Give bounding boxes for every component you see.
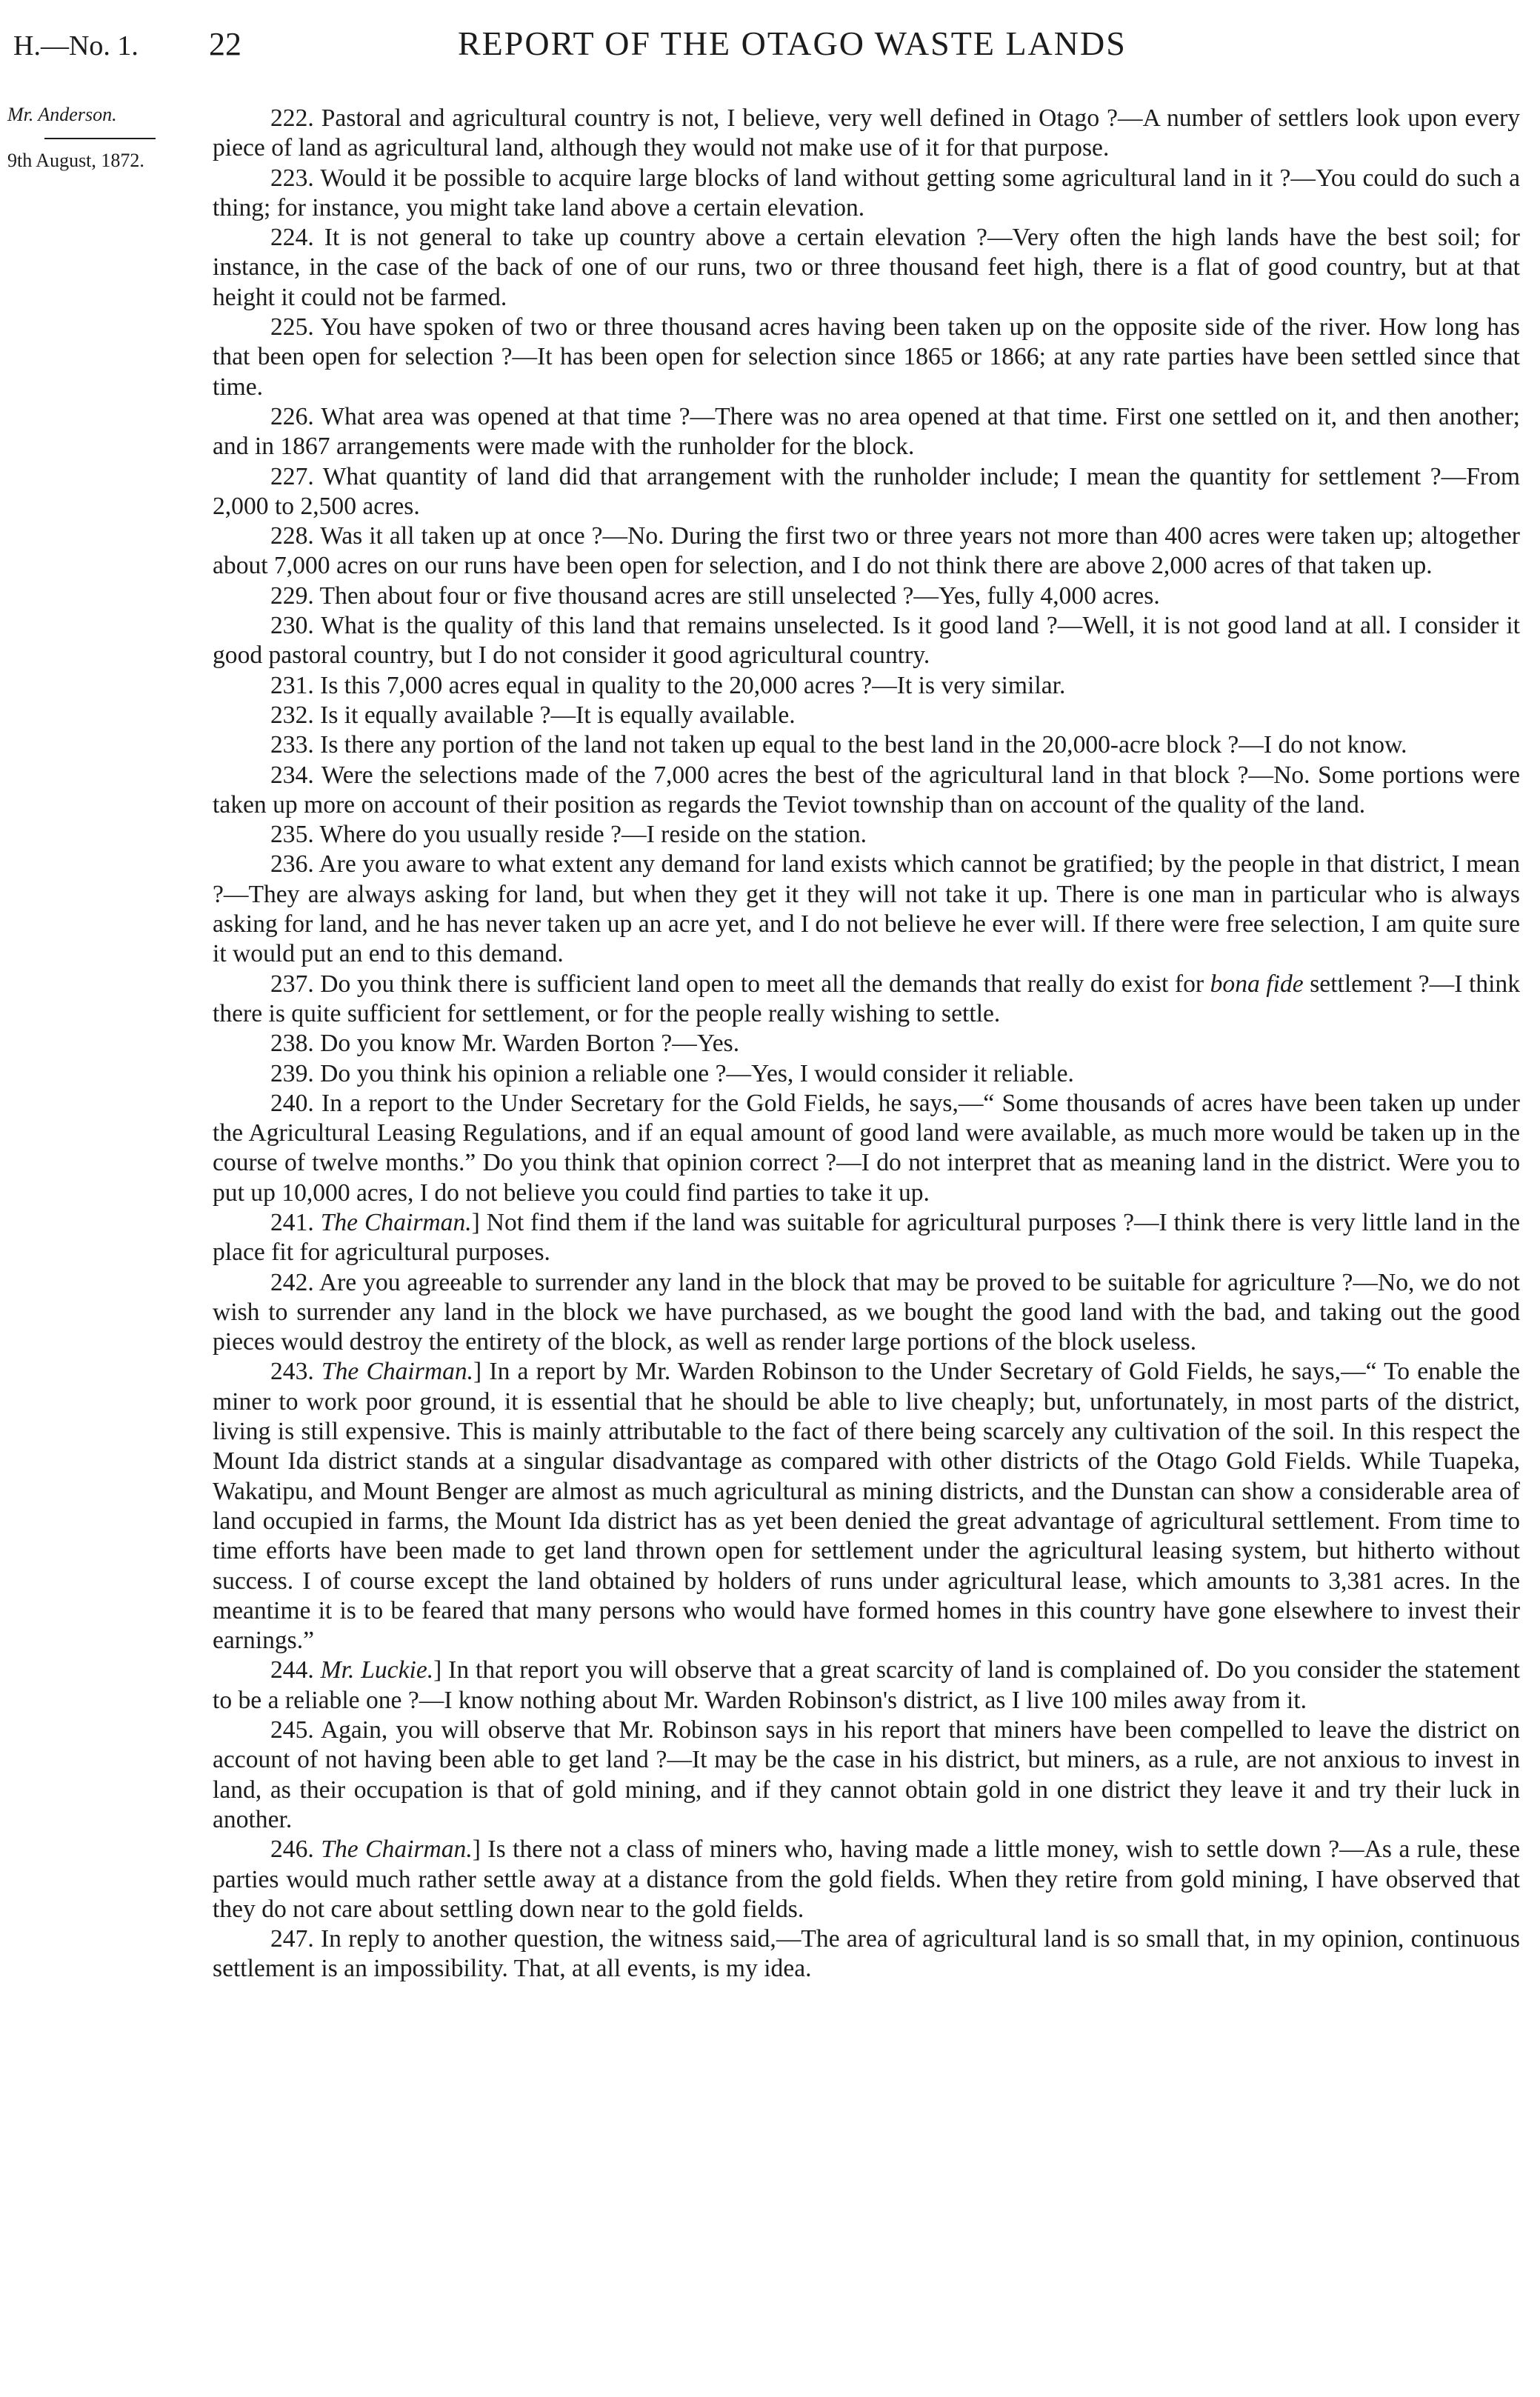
page-header bbox=[0, 21, 1540, 73]
paragraph-236: 236. Are you aware to what extent any demand for land exists which cannot be gratified; by the people in that district, I mean ?—They are always asking for land, but when they get it they will not take it up. There is one man in particular who is always asking for land, and he has never taken up an acre yet, and I do not believe he ever will. If there were free selection, I am quite sure it would put an end to this demand. bbox=[213, 850, 1520, 968]
page-title: REPORT OF THE OTAGO WASTE LANDS bbox=[458, 24, 1127, 62]
divider bbox=[44, 138, 156, 139]
paragraph-238: 238. Do you know Mr. Warden Borton ?—Yes. bbox=[270, 1030, 740, 1058]
page-number: 22 bbox=[209, 26, 241, 62]
paragraph-232: 232. Is it equally available ?—It is equally available. bbox=[270, 701, 796, 729]
paragraph-231: 231. Is this 7,000 acres equal in quality to the 20,000 acres ?—It is very similar. bbox=[270, 671, 1066, 699]
paragraph-text: ] Not find them if the land was suitable for agricultural purposes ?—I think there is very little land in the place fit for agricultural purposes. bbox=[213, 1208, 1521, 1267]
speaker-label: The Chairman. bbox=[321, 1836, 473, 1864]
paragraph-227: 227. What quantity of land did that arrangement with the runholder include; I mean the quantity for settlement ?—From 2,000 to 2,500 acres. bbox=[213, 462, 1520, 520]
paragraph-text: 241. bbox=[270, 1208, 321, 1236]
paragraph-241 bbox=[213, 1208, 1520, 1268]
paragraph-245: 245. Again, you will observe that Mr. Robinson says in his report that miners have been compelled to leave the district on account of not having been able to get land ?—It may be the case in his district, but miners, as a rule, are not anxious to invest in land, as their occupation is that of gold mining, and if they cannot obtain gold in one district they leave it and try their luck in another. bbox=[213, 1716, 1520, 1833]
evidence-body bbox=[213, 104, 1520, 1984]
paragraph-247: 247. In reply to another question, the witness said,—The area of agricultural land is so small that, in my opinion, continuous settlement is an impossibility. That, at all events, is my idea. bbox=[213, 1925, 1520, 1983]
paragraph-text: ] In a report by Mr. Warden Robinson to the Under Secretary of Gold Fields, he says,—“ To enable the miner to work poor ground, it is essential that he should be able to live cheaply; but, unfortunately, in most parts of the district, living is still expensive. This is mainly attributable to the fact of there being scarcely any cultivation of the soil. In this respect the Mount Ida district stands at a singular disadvantage as compared with other districts of the Otago Gold Fields. While Tuapeka, Wakatipu, and Mount Benger are almost as much agricultural as mining districts, and the Dunstan can show a considerable area of land occupied in farms, the Mount Ida district has as yet been denied the great advantage of agricultural settlement. From time to time efforts have been made to get land thrown open for settlement under the agricultural leasing system, but hitherto without success. I of course except the land obtained by holders of runs under agricultural lease, which amounts to 3,381 acres. In the meantime it is to be feared that many persons who would have formed homes in this country have gone elsewhere to invest their earnings.” bbox=[213, 1358, 1520, 1655]
paragraph-239: 239. Do you think his opinion a reliable one ?—Yes, I would consider it reliable. bbox=[270, 1059, 1074, 1087]
speaker-label: Mr. Luckie. bbox=[320, 1656, 434, 1684]
paragraph-243 bbox=[213, 1357, 1520, 1656]
paragraph-text: 244. bbox=[270, 1656, 321, 1684]
italic-phrase: bona fide bbox=[1210, 970, 1304, 998]
paragraph-223: 223. Would it be possible to acquire large blocks of land without getting some agricultural land in it ?—You could do such a thing; for instance, you might take land above a certain elevation. bbox=[213, 164, 1520, 221]
speaker-label: The Chairman. bbox=[321, 1358, 474, 1386]
paragraph-235: 235. Where do you usually reside ?—I reside on the station. bbox=[270, 821, 867, 849]
paragraph-228: 228. Was it all taken up at once ?—No. During the first two or three years not more than 400 acres were taken up; altogether about 7,000 acres on our runs have been open for selection, and I do not think there are above 2,000 acres of that taken up. bbox=[213, 522, 1520, 580]
paragraph-222: 222. Pastoral and agricultural country is not, I believe, very well defined in Otago ?—A number of settlers look upon every piece of land as agricultural land, although they would not make use of it for that purpose. bbox=[213, 104, 1520, 162]
paragraph-226: 226. What area was opened at that time ?—There was no area opened at that time. First one settled on it, and then another; and in 1867 arrangements were made with the runholder for the block. bbox=[213, 402, 1520, 461]
paragraph-234: 234. Were the selections made of the 7,000 acres the best of the agricultural land in that block ?—No. Some portions were taken up more on account of their position as regards the Teviot township than on account of the quality of the land. bbox=[213, 761, 1520, 819]
paper-code: H.—No. 1. bbox=[13, 30, 139, 61]
paragraph-242: 242. Are you agreeable to surrender any land in the block that may be proved to be suitable for agriculture ?—No, we do not wish to surrender any land in the block we have purchased, as we bought the good land with the bad, and taking out the good pieces would destroy the entirety of the block, as well as render large portions of the block useless. bbox=[213, 1268, 1520, 1356]
paragraph-233: 233. Is there any portion of the land not taken up equal to the best land in the 20,000-acre block ?—I do not know. bbox=[270, 731, 1407, 759]
paragraph-text: 237. Do you think there is sufficient land open to meet all the demands that really do exist for bbox=[270, 970, 1210, 998]
paragraph-229: 229. Then about four or five thousand acres are still unselected ?—Yes, fully 4,000 acres. bbox=[270, 581, 1160, 610]
hearing-date: 9th August, 1872. bbox=[7, 150, 144, 171]
paragraph-244 bbox=[213, 1656, 1520, 1716]
paragraph-224: 224. It is not general to take up country above a certain elevation ?—Very often the high lands have the best soil; for instance, in the case of the back of one of our runs, two or three thousand feet high, there is a flat of good country, but at that height it could not be farmed. bbox=[213, 224, 1520, 311]
paragraph-text: 246. bbox=[270, 1836, 321, 1864]
paragraph-246 bbox=[213, 1835, 1520, 1924]
speaker-label: The Chairman. bbox=[320, 1208, 472, 1236]
witness-name: Mr. Anderson. bbox=[7, 104, 117, 125]
paragraph-237 bbox=[213, 970, 1520, 1030]
paragraph-text: settlement ?—I think there is quite sufficient for settlement, or for the people really wishing to settle. bbox=[213, 970, 1521, 1027]
paragraph-240: 240. In a report to the Under Secretary for the Gold Fields, he says,—“ Some thousands of acres have been taken up under the Agricultural Leasing Regulations, and if an equal amount of good land were available, as much more would be taken up in the course of twelve months.” Do you think that opinion correct ?—I do not interpret that as meaning land in the district. Were you to put up 10,000 acres, I do not believe you could find parties to take it up. bbox=[213, 1089, 1520, 1207]
paragraph-text: ] In that report you will observe that a great scarcity of land is complained of. Do you consider the statement to be a reliable one ?—I know nothing about Mr. Warden Robinson's district, as I live 100 miles away from it. bbox=[213, 1656, 1521, 1714]
paragraph-230: 230. What is the quality of this land that remains unselected. Is it good land ?—Well, it is not good land at all. I consider it good pastoral country, but I do not consider it good agricultural country. bbox=[213, 612, 1520, 670]
paragraph-text: ] Is there not a class of miners who, having made a little money, wish to settle down ?—As a rule, these parties would much rather settle away at a distance from the gold fields. When they retire from gold mining, I have observed that they do not care about settling down near to the gold fields. bbox=[213, 1836, 1520, 1923]
paragraph-text: 243. bbox=[270, 1358, 321, 1386]
paragraph-225: 225. You have spoken of two or three thousand acres having been taken up on the opposite side of the river. How long has that been open for selection ?—It has been open for selection since 1865 or 1866; at any rate parties have been settled since that time. bbox=[213, 313, 1520, 401]
